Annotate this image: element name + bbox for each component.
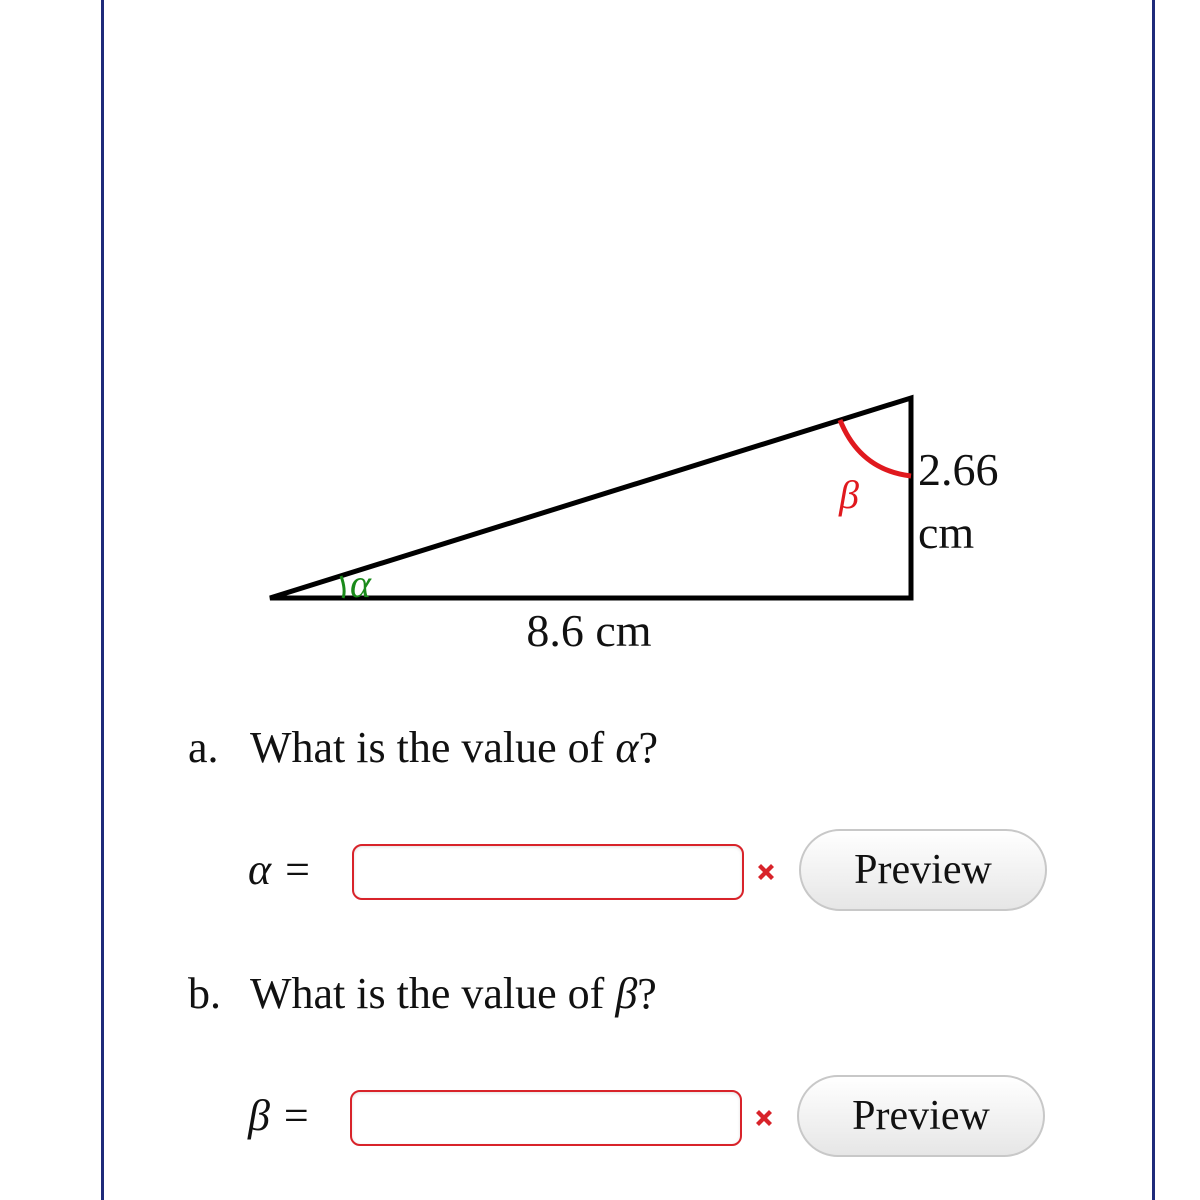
alpha-answer-symbol: α (248, 845, 272, 894)
beta-angle-label: β (839, 472, 859, 517)
question-b (188, 968, 657, 1019)
answer-row-beta (0, 1074, 1200, 1164)
answer-row-alpha (0, 828, 1200, 918)
question-a-prompt: What is the value of (250, 723, 616, 772)
incorrect-x-icon (752, 1106, 776, 1130)
question-b-prompt: What is the value of (250, 969, 616, 1018)
beta-angle-arc (840, 420, 911, 476)
base-side-label: 8.6 cm (526, 605, 652, 656)
question-b-label: b. (188, 969, 221, 1018)
vertical-side-unit: cm (918, 507, 975, 558)
alpha-equals-sign: = (285, 845, 310, 894)
alpha-angle-arc (341, 576, 344, 598)
beta-answer-label (248, 1090, 309, 1141)
beta-answer-symbol: β (248, 1091, 270, 1140)
alpha-answer-label (248, 844, 310, 895)
beta-preview-button[interactable]: Preview (797, 1075, 1045, 1157)
question-b-symbol: β (615, 969, 638, 1018)
question-a-label: a. (188, 723, 219, 772)
question-b-suffix: ? (637, 969, 657, 1018)
question-a-suffix: ? (638, 723, 658, 772)
alpha-answer-input[interactable] (352, 844, 744, 900)
incorrect-x-icon (754, 860, 778, 884)
vertical-side-value: 2.66 (918, 444, 999, 495)
beta-answer-input[interactable] (350, 1090, 742, 1146)
question-a-symbol: α (615, 723, 639, 772)
alpha-angle-label: α (350, 561, 371, 606)
alpha-preview-button[interactable]: Preview (799, 829, 1047, 911)
question-a (188, 722, 658, 773)
beta-equals-sign: = (283, 1091, 309, 1140)
